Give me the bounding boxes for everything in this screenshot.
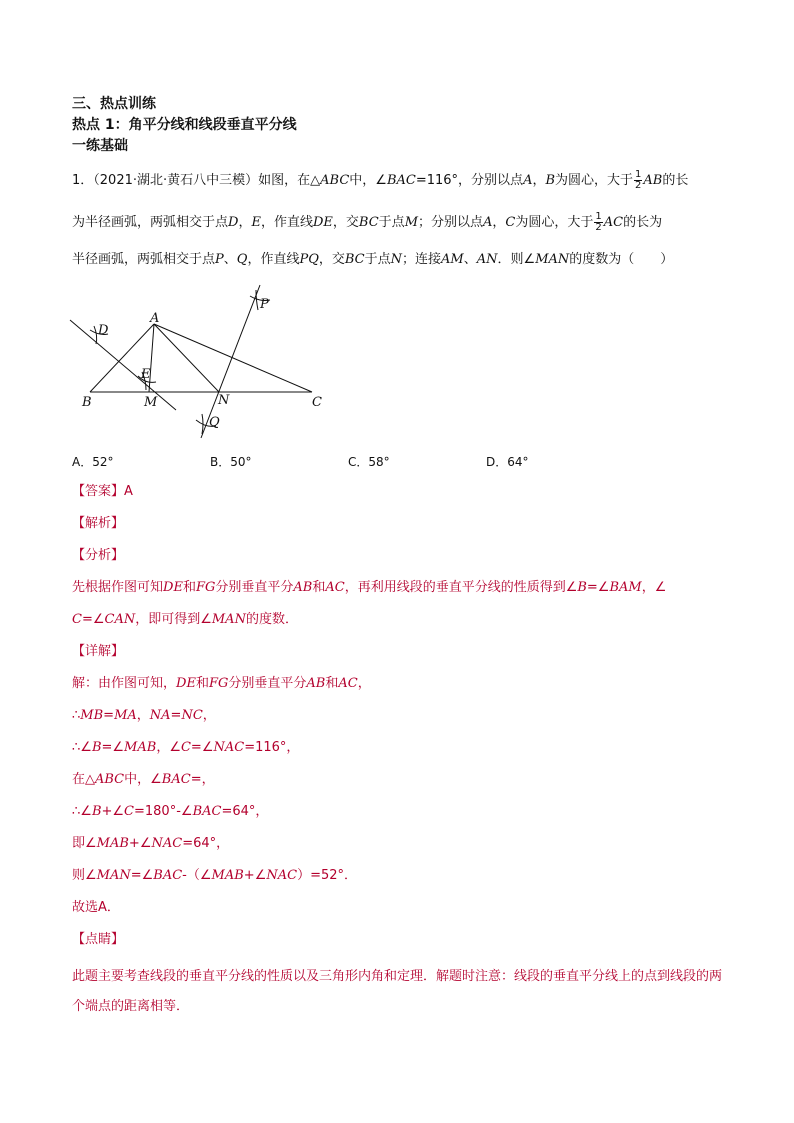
math-var: B	[91, 740, 102, 755]
detail-step-8	[72, 898, 734, 918]
answer-label: 【答案】	[72, 484, 125, 499]
question-text: 于点	[364, 252, 391, 267]
math-var: DE	[163, 580, 183, 595]
detail-step-4	[72, 770, 734, 790]
section-title: 三、热点训练	[72, 96, 156, 112]
math-var: MAN	[96, 868, 131, 883]
fenxi-text: =∠	[586, 580, 610, 595]
fenxi-text: ，再利用线段的垂直平分线的性质得到∠	[344, 580, 578, 595]
math-var: AB	[306, 676, 326, 691]
math-var: PQ	[299, 252, 319, 267]
fraction-numerator: 1	[595, 211, 602, 222]
detail-step-1	[72, 674, 734, 694]
label-d: D	[98, 323, 109, 338]
fenxi-text: =∠	[81, 612, 105, 627]
question-line-1	[72, 170, 734, 191]
detail-text: =	[170, 708, 182, 723]
math-var: B	[577, 580, 587, 595]
detail-text: 即∠	[72, 836, 97, 851]
detail-step-7	[72, 866, 734, 886]
fenxi-text: 先根据作图可知	[72, 580, 164, 595]
question-text: ，作直线	[260, 215, 313, 230]
math-var: NA	[149, 708, 171, 723]
option-letter: D．	[486, 455, 508, 469]
label-c: C	[312, 395, 322, 410]
math-var: MAB	[211, 868, 244, 883]
math-var: NAC	[213, 740, 245, 755]
math-var: B	[91, 804, 102, 819]
answer-value: A	[124, 484, 133, 499]
detail-step-3	[72, 738, 734, 758]
detail-heading	[72, 642, 734, 662]
detail-text: =∠	[190, 740, 214, 755]
fenxi-text: 和	[312, 580, 326, 595]
detail-text: =64°，	[221, 804, 269, 819]
question-source: （2021·湖北·黄石八中三模）	[93, 173, 259, 188]
detail-text: 和	[195, 676, 209, 691]
question-text: 半径画弧，两弧相交于点	[72, 252, 216, 267]
fenxi-label: 【分析】	[72, 548, 125, 563]
math-var: AC	[325, 580, 345, 595]
label-p: P	[260, 297, 269, 312]
question-text: 为圆心，大于	[555, 173, 634, 188]
segment-an	[154, 324, 219, 392]
math-var: BAC	[386, 173, 416, 188]
question-text: ，	[492, 215, 506, 230]
detail-step-5	[72, 802, 734, 822]
question-text: 的长为	[623, 215, 663, 230]
fenxi-heading	[72, 546, 734, 566]
fenxi-text: 分别垂直平分	[215, 580, 294, 595]
math-var: B	[545, 173, 556, 188]
question-text: 为圆心，大于	[515, 215, 594, 230]
fenxi-text: ，∠	[641, 580, 667, 595]
detail-text: =∠	[101, 740, 125, 755]
question-text: 如图，在	[258, 173, 311, 188]
question-text: =116°，分别以点	[415, 173, 524, 188]
question-text: ，	[532, 173, 546, 188]
detail-text: A	[98, 900, 107, 915]
math-var: C	[72, 612, 82, 627]
math-var: MAB	[124, 740, 157, 755]
math-var: NAC	[266, 868, 298, 883]
math-var: AB	[293, 580, 313, 595]
question-text: ，交	[318, 252, 345, 267]
detail-text: 分别垂直平分	[228, 676, 307, 691]
question-text: ，作直线	[247, 252, 300, 267]
detail-text: ∴∠	[72, 740, 92, 755]
option-letter: C．	[348, 455, 369, 469]
detail-text: ．	[106, 900, 120, 915]
math-var: BC	[358, 215, 379, 230]
math-var: Q	[236, 252, 248, 267]
detail-text: +∠	[101, 804, 125, 819]
fraction	[594, 212, 602, 233]
math-var: DE	[176, 676, 196, 691]
math-var: N	[390, 252, 403, 267]
math-var: CAN	[104, 612, 136, 627]
detail-text: 解：由作图可知，	[72, 676, 177, 691]
question-text: ；分别以点	[418, 215, 484, 230]
math-var: FG	[195, 580, 216, 595]
fenxi-text: 和	[182, 580, 196, 595]
math-var: A	[483, 215, 493, 230]
detail-text: =，	[190, 772, 215, 787]
fenxi-line-1	[72, 578, 734, 598]
detail-text: 故选	[72, 900, 99, 915]
math-var: DE	[312, 215, 333, 230]
detail-text: 则∠	[72, 868, 97, 883]
detail-text: =180°-∠	[134, 804, 193, 819]
option-letter: A．	[72, 455, 93, 469]
math-var: MAN	[535, 252, 570, 267]
label-n: N	[218, 393, 230, 408]
detail-text: =	[103, 708, 115, 723]
detail-label: 【详解】	[72, 644, 125, 659]
comment-heading	[72, 930, 734, 950]
detail-text: +∠	[243, 868, 267, 883]
math-var: FG	[208, 676, 229, 691]
detail-text: 中，∠	[124, 772, 162, 787]
question-text: 、	[223, 252, 237, 267]
option-c[interactable]	[348, 453, 390, 470]
fenxi-line-2	[72, 610, 734, 630]
answer-line	[72, 482, 734, 502]
label-e: E	[141, 367, 151, 382]
detail-text: +∠	[128, 836, 152, 851]
detail-text: ，	[136, 708, 150, 723]
option-value: 50°	[230, 455, 252, 469]
detail-text: -（∠	[182, 868, 212, 883]
detail-text: 和	[325, 676, 339, 691]
question-text: 、	[463, 252, 477, 267]
fraction-denominator: 2	[635, 180, 642, 191]
option-d[interactable]	[486, 453, 529, 470]
question-text: 于点	[378, 215, 405, 230]
question-number: 1．	[72, 173, 94, 188]
detail-text: =116°，	[244, 740, 300, 755]
math-var: MB	[80, 708, 104, 723]
question-text: ，	[238, 215, 252, 230]
detail-step-2	[72, 706, 734, 726]
label-b: B	[82, 395, 92, 410]
detail-text: ，	[357, 676, 371, 691]
option-value: 58°	[368, 455, 390, 469]
triangle-symbol: △	[310, 173, 321, 188]
math-var: BC	[344, 252, 365, 267]
option-b[interactable]	[210, 453, 252, 470]
detail-text: ，	[202, 708, 216, 723]
detail-text: 在△	[72, 772, 95, 787]
math-var: NAC	[151, 836, 183, 851]
comment-text: 此题主要考查线段的垂直平分线的性质以及三角形内角和定理．解题时注意：线段的垂直平分线上的点到线段的两个端点的距离相等．	[72, 969, 723, 1014]
question-text: 的长	[662, 173, 689, 188]
math-var: D	[228, 215, 239, 230]
math-var: ABC	[95, 772, 125, 787]
option-a[interactable]	[72, 453, 114, 470]
math-var: M	[404, 215, 418, 230]
fenxi-text: 的度数．	[245, 612, 298, 627]
analysis-label: 【解析】	[72, 516, 125, 531]
detail-step-6	[72, 834, 734, 854]
math-var: E	[251, 215, 261, 230]
math-var: AC	[338, 676, 358, 691]
math-var: NC	[181, 708, 203, 723]
fraction-denominator: 2	[595, 222, 602, 233]
detail-text: ∴∠	[72, 804, 92, 819]
option-value: 64°	[507, 455, 529, 469]
detail-text: ）=52°．	[297, 868, 357, 883]
math-var: AB	[643, 173, 663, 188]
math-var: A	[523, 173, 533, 188]
math-var: AN	[476, 252, 498, 267]
detail-text: ∴	[72, 708, 81, 723]
side-ac	[154, 324, 312, 392]
math-var: C	[180, 740, 191, 755]
math-var: C	[505, 215, 516, 230]
question-text: ，交	[332, 215, 359, 230]
math-var: C	[124, 804, 134, 819]
detail-text: =64°，	[182, 836, 230, 851]
question-text: ．则∠	[497, 252, 536, 267]
math-var: BAM	[609, 580, 642, 595]
question-text: 为半径画弧，两弧相交于点	[72, 215, 229, 230]
level-title: 一练基础	[72, 138, 128, 154]
question-text: ；连接	[402, 252, 442, 267]
math-var: P	[215, 252, 224, 267]
math-var: MAB	[96, 836, 129, 851]
math-var: MA	[114, 708, 137, 723]
math-var: ABC	[320, 173, 350, 188]
detail-text: ，∠	[156, 740, 181, 755]
question-text: 的度数为（ ）	[569, 252, 674, 267]
question-line-3	[72, 250, 734, 270]
math-var: MAN	[211, 612, 246, 627]
label-a: A	[150, 311, 160, 326]
question-line-2	[72, 212, 734, 233]
question-text: 中，∠	[349, 173, 387, 188]
label-q: Q	[209, 415, 220, 430]
label-m: M	[144, 395, 158, 410]
math-var: BAC	[153, 868, 183, 883]
hotspot-title: 热点 1：角平分线和线段垂直平分线	[72, 117, 297, 133]
fraction	[634, 170, 642, 191]
math-var: BAC	[161, 772, 191, 787]
math-var: BAC	[192, 804, 222, 819]
fraction-numerator: 1	[635, 169, 642, 180]
option-letter: B．	[210, 455, 231, 469]
detail-text: =∠	[130, 868, 154, 883]
math-var: AM	[441, 252, 464, 267]
option-value: 52°	[92, 455, 114, 469]
fenxi-text: ，即可得到∠	[135, 612, 212, 627]
math-var: AC	[603, 215, 624, 230]
comment-label: 【点睛】	[72, 932, 125, 947]
analysis-heading	[72, 514, 734, 534]
geometry-figure	[60, 280, 340, 440]
